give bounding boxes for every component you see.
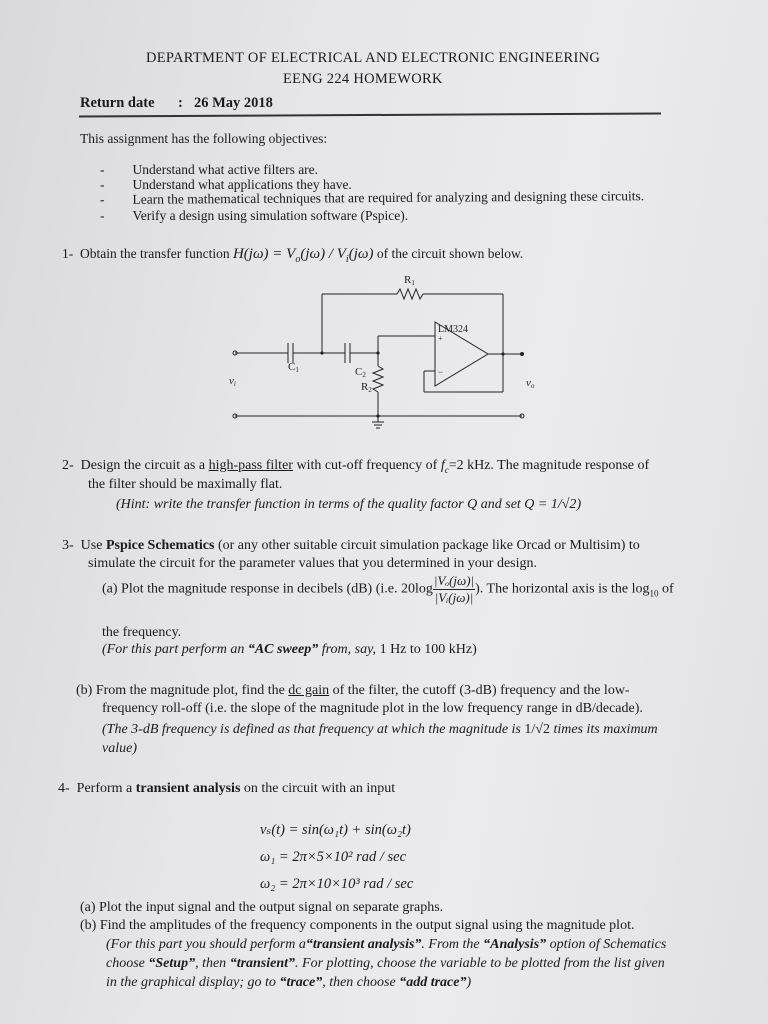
question-3a-line3: (For this part perform an “AC sweep” from, say, 1 Hz to 100 kHz) [102,642,477,657]
label-vi: vi [229,375,236,388]
list-item: - Understand what active filters are. [100,162,319,177]
question-4b: (b) Find the amplitudes of the frequency components in the output signal using the magnitude plot. [80,918,635,933]
circuit-diagram [220,268,540,438]
label-opamp: LM324 [438,324,468,335]
list-item: - Understand what applications they have. [100,177,352,192]
question-4b-line2: (For this part you should perform a“transient analysis”. From the “Analysis” option of Schematics [106,937,667,952]
question-1: 1- Obtain the transfer function $H(j\omega) = V_o(j\omega) / V_i(j\omega)$ of the circuit shown below. [62,246,524,265]
list-item: - Verify a design using simulation software (Pspice). [100,208,409,223]
header-rule [79,112,661,117]
question-3a-line2: the frequency. [102,625,182,640]
return-date-sep: : [178,95,183,111]
label-vo: vo [526,377,535,390]
question-3b-line3: (The 3-dB frequency is defined as that frequency at which the magnitude is 1/√2 times its maximum [102,722,658,737]
question-4: 4- Perform a transient analysis on the circuit with an input [58,781,396,796]
course-title: EENG 224 HOMEWORK [283,71,443,87]
question-3b-line4: value) [102,741,137,756]
question-2-hint: (Hint: write the transfer function in terms of the quality factor Q and set Q = 1/√2) [116,497,582,512]
question-2: 2- Design the circuit as a high-pass filter with cut-off frequency of $f_c=2$ kHz. The magnitude response of [62,458,650,475]
equation-vs: vₛ(t) = sin(ω₁t) + sin(ω₂t) [260,822,411,838]
question-3b-line2: frequency roll-off (i.e. the slope of the magnitude plot in the low frequency range in dB/decade). [102,701,643,716]
question-3-line2: simulate the circuit for the parameter values that you determined in your design. [88,556,538,571]
return-date-value: 26 May 2018 [194,95,273,111]
question-4a: (a) Plot the input signal and the output signal on separate graphs. [80,900,444,915]
question-3a: (a) Plot the magnitude response in decibels (dB) (i.e. 20log $\frac{\text{|Vₒ(jω)|}}{\text{|Vᵢ(jω)|}}$ ). The horizontal axis is the $\log_{10}$ of [102,573,674,605]
question-3: 3- Use Pspice Schematics (or any other suitable circuit simulation package like Orcad or Multisim) to [62,538,640,553]
list-item: - Learn the mathematical techniques that are required for analyzing and designing these circuits. [99,188,645,207]
intro-text: This assignment has the following objectives: [80,131,328,146]
question-4b-line3: choose “Setup”, then “transient”. For plotting, choose the variable to be plotted from the list given [106,956,665,971]
equation-w2: ω₂ = 2π×10×10³ rad / sec [260,876,414,892]
label-minus: − [438,367,444,377]
department-title: DEPARTMENT OF ELECTRICAL AND ELECTRONIC ENGINEERING [146,50,601,66]
label-r2: R2 [361,381,372,394]
return-date-label: Return date [80,95,155,111]
label-c1: C1 [288,361,299,374]
label-r1: R1 [404,274,415,287]
question-3b: (b) From the magnitude plot, find the dc gain of the filter, the cutoff (3-dB) frequency and the low- [76,683,630,698]
label-c2: C2 [355,366,366,379]
equation-w1: ω₁ = 2π×5×10² rad / sec [260,849,407,865]
question-2-line2: the filter should be maximally flat. [88,477,283,492]
label-plus: + [438,334,443,343]
question-4b-line4: in the graphical display; go to “trace”, then choose “add trace”) [106,975,472,990]
